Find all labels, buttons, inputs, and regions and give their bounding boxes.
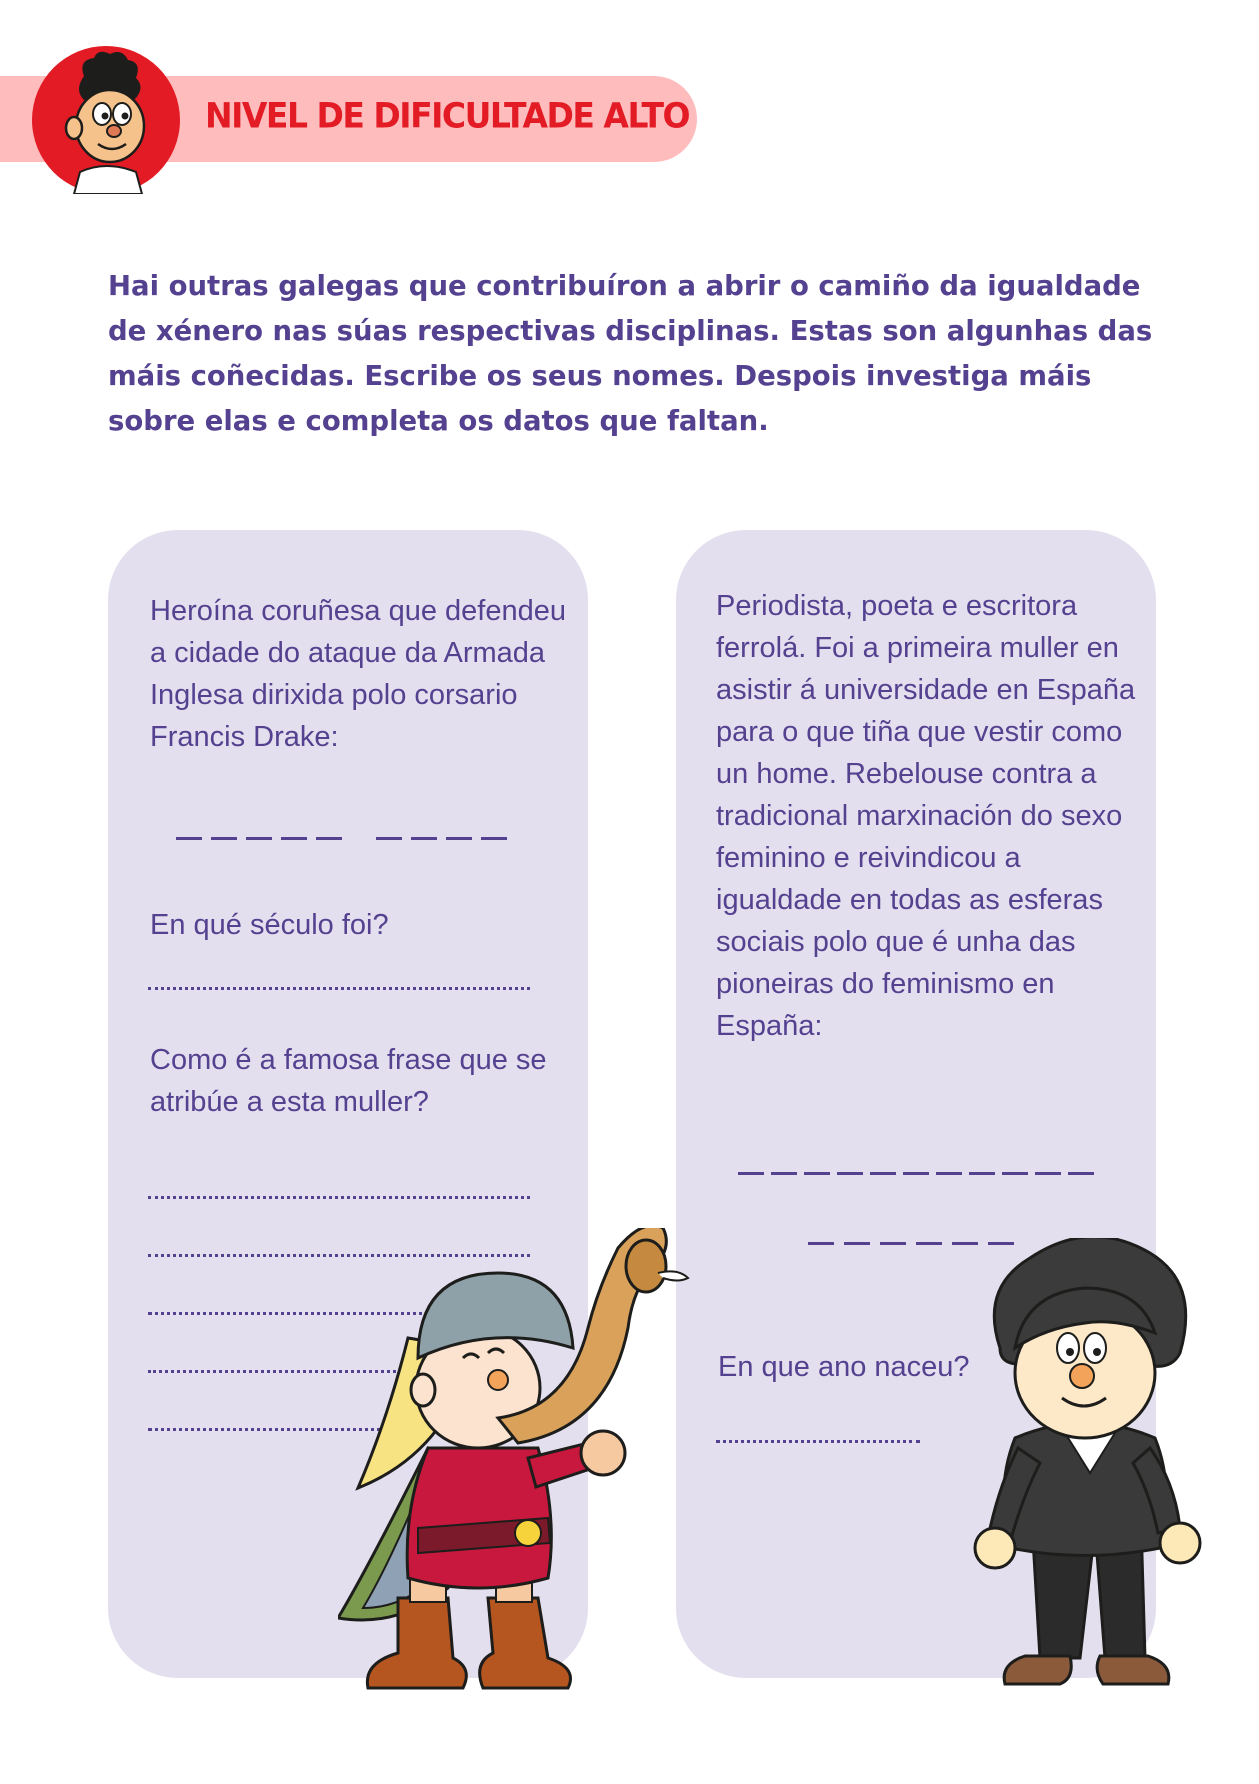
right-name-blanks-line-1[interactable] <box>738 1172 1094 1176</box>
right-card-description: Periodista, poeta e escritora ferrolá. Foi a primeira muller en asistir á universidade en España para o que tiña que vestir como un home. Rebelouse contra a tradicional marxinación do sexo feminino e reivindicou a igualdade en todas as esferas sociais polo que é unha das pioneiras do feminismo en España: <box>716 590 1136 1042</box>
left-card-description: Heroína coruñesa que defendeu a cidade do ataque da Armada Inglesa dirixida polo corsario Francis Drake: <box>150 595 566 753</box>
mascot-avatar <box>32 46 180 194</box>
level-title: NIVEL DE DIFICULTADE ALTO <box>205 95 690 136</box>
answer-line-century[interactable] <box>148 987 530 990</box>
left-question-century: En qué século foi? <box>150 909 389 941</box>
writer-illustration <box>970 1238 1215 1698</box>
left-question-phrase: Como é a famosa frase que se atribúe a esta muller? <box>150 1044 547 1118</box>
left-name-blanks[interactable] <box>176 837 516 841</box>
answer-line-birth[interactable] <box>716 1440 920 1443</box>
heroine-with-horn-illustration <box>338 1228 708 1698</box>
intro-paragraph: Hai outras galegas que contribuíron a abrir o camiño da igualdade de xénero nas súas respectivas disciplinas. Estas son algunhas das máis coñecidas. Escribe os seus nomes. Despois investiga máis sobre elas e completa os datos que faltan. <box>108 270 1153 437</box>
right-question-birth: En que ano naceu? <box>718 1351 970 1383</box>
answer-line-phrase-1[interactable] <box>148 1196 530 1199</box>
